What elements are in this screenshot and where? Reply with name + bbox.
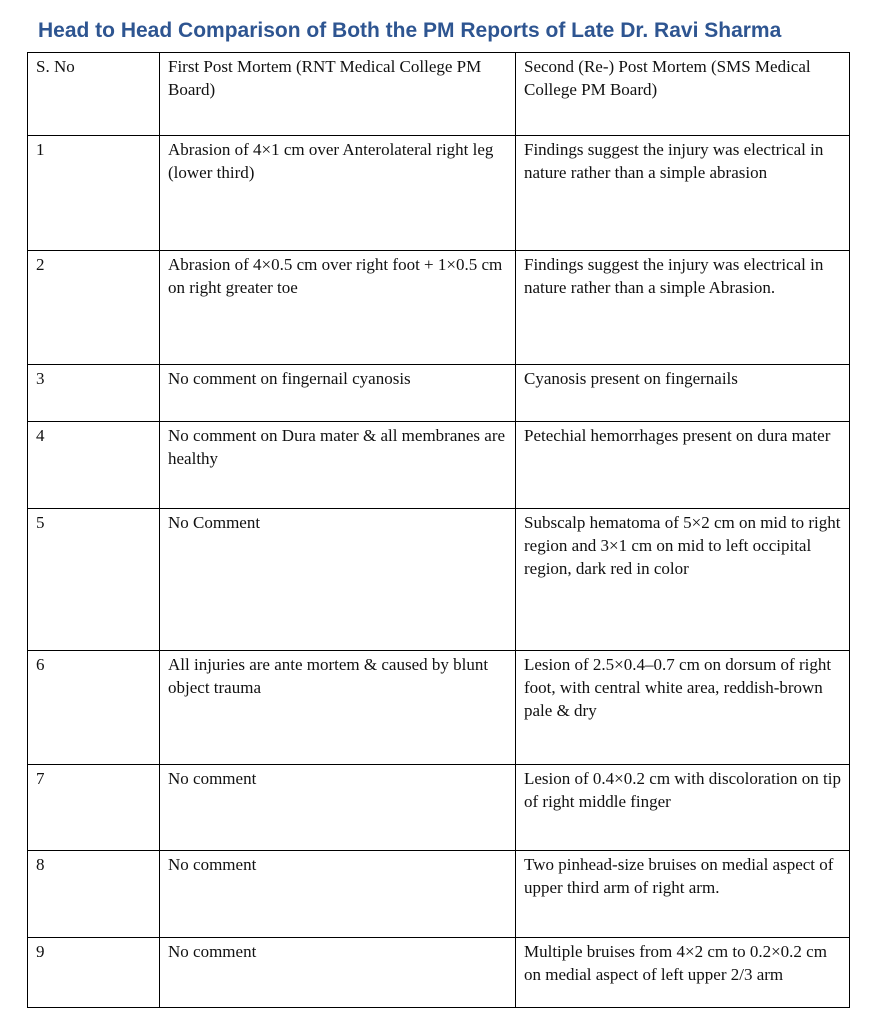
serial-no-cell: 4 bbox=[28, 422, 160, 509]
serial-no-cell: 6 bbox=[28, 651, 160, 765]
second-pm-finding-cell: Cyanosis present on fingernails bbox=[516, 365, 850, 422]
first-pm-finding-cell: No comment on Dura mater & all membranes are healthy bbox=[160, 422, 516, 509]
first-pm-finding-cell: No comment bbox=[160, 938, 516, 1008]
table-row bbox=[28, 422, 850, 509]
serial-no-cell: 7 bbox=[28, 765, 160, 851]
table-header bbox=[28, 53, 850, 136]
document-title: Head to Head Comparison of Both the PM Reports of Late Dr. Ravi Sharma bbox=[38, 19, 782, 42]
first-pm-finding-cell: No comment bbox=[160, 851, 516, 938]
second-pm-finding-cell: Multiple bruises from 4×2 cm to 0.2×0.2 cm on medial aspect of left upper 2/3 arm bbox=[516, 938, 850, 1008]
second-pm-finding-cell: Findings suggest the injury was electrical in nature rather than a simple abrasion bbox=[516, 136, 850, 251]
first-pm-finding-cell: No comment on fingernail cyanosis bbox=[160, 365, 516, 422]
table-row bbox=[28, 136, 850, 251]
table-row bbox=[28, 938, 850, 1008]
serial-no-cell: 3 bbox=[28, 365, 160, 422]
header-row bbox=[28, 53, 850, 136]
table-row bbox=[28, 765, 850, 851]
serial-no-cell: 2 bbox=[28, 251, 160, 365]
table-row bbox=[28, 251, 850, 365]
table-body bbox=[28, 136, 850, 1008]
second-pm-finding-cell: Lesion of 0.4×0.2 cm with discoloration on tip of right middle finger bbox=[516, 765, 850, 851]
second-pm-finding-cell: Petechial hemorrhages present on dura mater bbox=[516, 422, 850, 509]
first-pm-finding-cell: No Comment bbox=[160, 509, 516, 651]
second-pm-finding-cell: Findings suggest the injury was electrical in nature rather than a simple Abrasion. bbox=[516, 251, 850, 365]
first-pm-finding-cell: No comment bbox=[160, 765, 516, 851]
serial-no-cell: 9 bbox=[28, 938, 160, 1008]
table-row bbox=[28, 509, 850, 651]
serial-no-cell: 8 bbox=[28, 851, 160, 938]
table-row bbox=[28, 651, 850, 765]
second-pm-finding-cell: Lesion of 2.5×0.4–0.7 cm on dorsum of right foot, with central white area, reddish-brown pale & dry bbox=[516, 651, 850, 765]
first-pm-finding-cell: Abrasion of 4×0.5 cm over right foot + 1×0.5 cm on right greater toe bbox=[160, 251, 516, 365]
header-serial-no: S. No bbox=[28, 53, 160, 136]
header-first-post-mortem: First Post Mortem (RNT Medical College PM Board) bbox=[160, 53, 516, 136]
serial-no-cell: 1 bbox=[28, 136, 160, 251]
second-pm-finding-cell: Two pinhead-size bruises on medial aspect of upper third arm of right arm. bbox=[516, 851, 850, 938]
second-pm-finding-cell: Subscalp hematoma of 5×2 cm on mid to right region and 3×1 cm on mid to left occipital region, dark red in color bbox=[516, 509, 850, 651]
serial-no-cell: 5 bbox=[28, 509, 160, 651]
table-row bbox=[28, 365, 850, 422]
table-row bbox=[28, 851, 850, 938]
comparison-table bbox=[27, 52, 850, 1008]
header-second-post-mortem: Second (Re-) Post Mortem (SMS Medical College PM Board) bbox=[516, 53, 850, 136]
first-pm-finding-cell: All injuries are ante mortem & caused by blunt object trauma bbox=[160, 651, 516, 765]
first-pm-finding-cell: Abrasion of 4×1 cm over Anterolateral right leg (lower third) bbox=[160, 136, 516, 251]
